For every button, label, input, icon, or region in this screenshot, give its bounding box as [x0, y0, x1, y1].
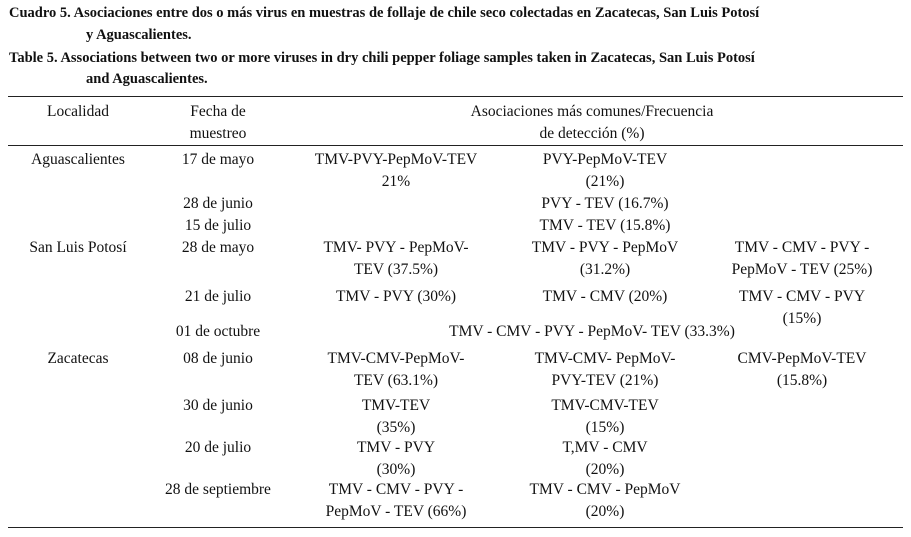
header-bottom-rule	[8, 145, 903, 146]
cell-association-c1: TMV- PVY - PepMoV-	[323, 239, 469, 256]
cell-fecha: 30 de junio	[183, 397, 253, 414]
header-asociaciones-line1: Asociaciones más comunes/Frecuencia	[470, 103, 714, 120]
caption-en-line2: and Aguascalientes.	[86, 71, 208, 87]
cell-localidad: Zacatecas	[47, 350, 109, 367]
cell-association-c2: TMV - CMV - PepMoV	[529, 481, 681, 498]
cell-association-c1: PepMoV - TEV (66%)	[325, 503, 467, 520]
cell-association-c2: TMV-CMV-TEV	[551, 397, 659, 414]
header-fecha-line2: muestreo	[189, 125, 247, 142]
cell-fecha: 28 de mayo	[181, 239, 255, 256]
cell-association-c1: TEV (63.1%)	[353, 372, 439, 389]
cell-association-c1: (30%)	[376, 461, 416, 478]
cell-association-c1: (35%)	[376, 419, 416, 436]
cell-association-c2: T,MV - CMV	[562, 439, 648, 456]
cell-association-c2: (20%)	[585, 461, 625, 478]
header-fecha-line1: Fecha de	[190, 103, 246, 120]
header-localidad: Localidad	[47, 103, 109, 120]
cell-association-c1: TMV-CMV-PepMoV-	[327, 350, 465, 367]
cell-association-c2: TMV - TEV (15.8%)	[539, 217, 671, 234]
cell-association-c3: TMV - CMV - PVY -	[734, 239, 870, 256]
caption-es-line1: Cuadro 5. Asociaciones entre dos o más virus en muestras de follaje de chile seco colectadas en Zacatecas, San Luis Potosí	[9, 5, 760, 21]
cell-fecha: 20 de julio	[184, 439, 252, 456]
caption-en-line1: Table 5. Associations between two or more viruses in dry chili pepper foliage samples taken in Zacatecas, San Luis Potosí	[9, 50, 755, 66]
cell-association-c1: TMV - PVY	[356, 439, 436, 456]
cell-association-c2: PVY - TEV (16.7%)	[541, 195, 669, 212]
cell-fecha: 28 de junio	[183, 195, 253, 212]
cell-localidad: Aguascalientes	[31, 151, 125, 168]
cell-association-c3: CMV-PepMoV-TEV	[737, 350, 867, 367]
cell-association-c2: PVY-TEV (21%)	[551, 372, 659, 389]
header-asociaciones-line2: de detección (%)	[539, 125, 645, 142]
caption-es-line2: y Aguascalientes.	[86, 27, 192, 43]
cell-association-c2: (31.2%)	[579, 261, 631, 278]
cell-association-c1: 21%	[381, 173, 411, 190]
cell-association-c2: (20%)	[585, 503, 625, 520]
cell-association-c2: (15%)	[585, 419, 625, 436]
table-top-rule	[8, 96, 903, 97]
cell-association-c1: TMV-PVY-PepMoV-TEV	[314, 151, 478, 168]
cell-localidad: San Luis Potosí	[29, 239, 127, 256]
cell-fecha: 17 de mayo	[181, 151, 255, 168]
cell-association-span: TMV - CMV - PVY - PepMoV- TEV (33.3%)	[449, 323, 735, 340]
table-bottom-rule	[8, 527, 903, 528]
cell-association-c2: TMV - CMV (20%)	[542, 288, 668, 305]
cell-association-c2: PVY-PepMoV-TEV	[542, 151, 668, 168]
cell-fecha: 15 de julio	[184, 217, 252, 234]
cell-association-c1: TMV - CMV - PVY -	[328, 481, 464, 498]
cell-association-c3: (15%)	[782, 310, 822, 327]
cell-association-c3: TMV - CMV - PVY	[738, 288, 866, 305]
cell-fecha: 08 de junio	[183, 350, 253, 367]
cell-association-c3: (15.8%)	[776, 372, 828, 389]
cell-fecha: 01 de octubre	[175, 323, 261, 340]
cell-association-c2: TMV - PVY - PepMoV	[531, 239, 679, 256]
cell-association-c2: TMV-CMV- PepMoV-	[534, 350, 676, 367]
cell-association-c1: TMV-TEV	[361, 397, 431, 414]
cell-association-c2: (21%)	[585, 173, 625, 190]
cell-fecha: 21 de julio	[184, 288, 252, 305]
cell-association-c1: TEV (37.5%)	[353, 261, 439, 278]
cell-association-c1: TMV - PVY (30%)	[335, 288, 457, 305]
cell-association-c3: PepMoV - TEV (25%)	[731, 261, 873, 278]
cell-fecha: 28 de septiembre	[165, 481, 271, 498]
